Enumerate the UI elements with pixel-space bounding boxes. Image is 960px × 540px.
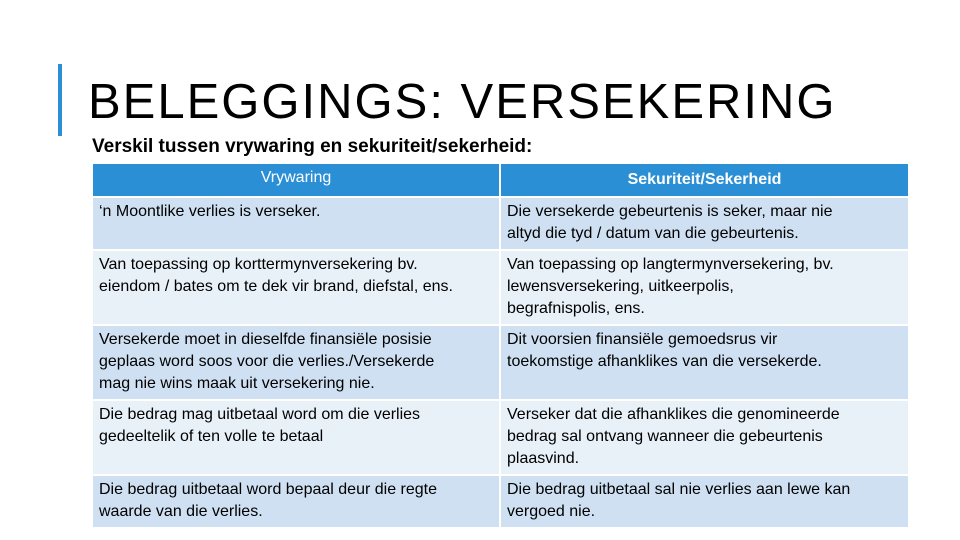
table-row [92,325,909,400]
table-header-row [92,163,909,197]
header-sekuriteit: Sekuriteit/Sekerheid [500,163,909,197]
cell-vrywaring: Die bedrag mag uitbetaal word om die verlies gedeeltelik of ten volle te betaal [92,400,500,475]
header-vrywaring: Vrywaring [92,163,500,197]
table-row [92,475,909,528]
slide-subtitle: Verskil tussen vrywaring en sekuriteit/sekerheid: [92,136,533,157]
table-row [92,250,909,325]
cell-vrywaring: Versekerde moet in dieselfde finansiële posisie geplaas word soos voor die verlies./Versekerde mag nie wins maak uit versekering nie. [92,325,500,400]
cell-sekuriteit: Die bedrag uitbetaal sal nie verlies aan lewe kan vergoed nie. [500,475,909,528]
title-accent-bar [58,64,62,136]
table-row [92,400,909,475]
table-row [92,197,909,250]
cell-vrywaring: ‘n Moontlike verlies is verseker. [92,197,500,250]
comparison-table [91,162,910,529]
cell-vrywaring: Die bedrag uitbetaal word bepaal deur die regte waarde van die verlies. [92,475,500,528]
slide-title: BELEGGINGS: VERSEKERING [88,75,837,129]
cell-sekuriteit: Verseker dat die afhanklikes die genomineerde bedrag sal ontvang wanneer die gebeurtenis plaasvind. [500,400,909,475]
cell-sekuriteit: Van toepassing op langtermynversekering, bv. lewensversekering, uitkeerpolis, begrafnispolis, ens. [500,250,909,325]
cell-sekuriteit: Die versekerde gebeurtenis is seker, maar nie altyd die tyd / datum van die gebeurtenis. [500,197,909,250]
cell-vrywaring: Van toepassing op korttermynversekering bv. eiendom / bates om te dek vir brand, diefstal, ens. [92,250,500,325]
cell-sekuriteit: Dit voorsien finansiële gemoedsrus vir toekomstige afhanklikes van die versekerde. [500,325,909,400]
